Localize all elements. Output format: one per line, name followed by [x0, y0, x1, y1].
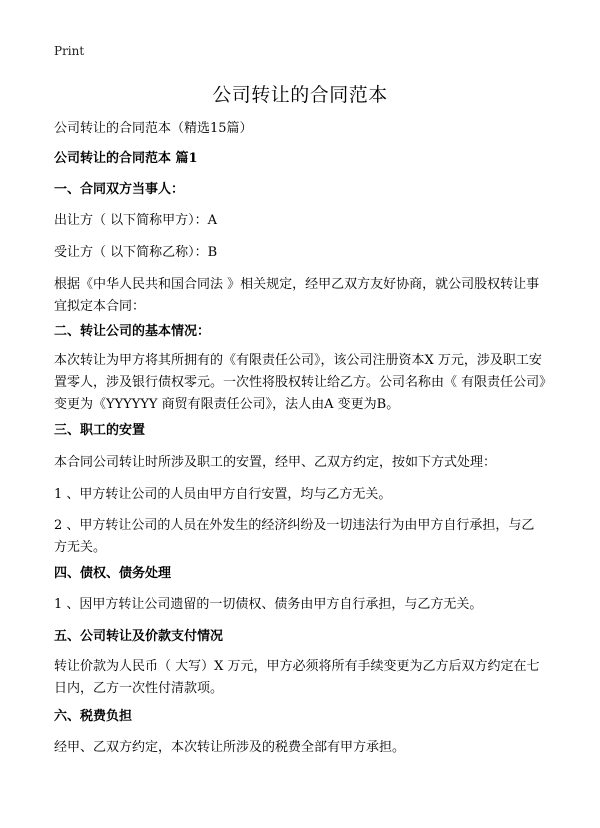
section-heading-company: 二、转让公司的基本情况：: [54, 324, 211, 339]
article-heading: 公司转让的合同范本 篇1: [54, 151, 198, 166]
staff-paragraph: 本合同公司转让时所涉及职工的安置，经甲、乙双方约定，按如下方式处理：: [54, 455, 497, 470]
staff-item-1: 1 、甲方转让公司的人员由甲方自行安置，均与乙方无关。: [54, 487, 392, 502]
intro-paragraph: 根据《中华人民共和国合同法 》相关规定，经甲乙双方友好协商，就公司股权转让事宜拟定本合同：: [54, 277, 540, 314]
section-heading-staff: 三、职工的安置: [54, 423, 146, 438]
section-heading-debts: 四、债权、债务处理: [54, 566, 172, 581]
payment-paragraph: 转让价款为人民币（ 大写）X 万元，甲方必须将所有手续变更为乙方后双方约定在七日内，乙方一次性付清款项。: [54, 659, 540, 696]
company-paragraph: 本次转让为甲方将其所拥有的《有限责任公司》，该公司注册资本X 万元，涉及职工安置零人，涉及银行债权零元。一次性将股权转让给乙方。公司名称由《 有限责任公司》变更为《YYYYYY 商贸有限责任公司》，法人由A 变更为B。: [54, 353, 546, 412]
section-heading-taxes: 六、税费负担: [54, 709, 133, 724]
party-b-line: 受让方（ 以下简称乙称）：B: [54, 245, 218, 260]
party-a-line: 出让方（ 以下简称甲方）：A: [54, 213, 218, 228]
section-heading-payment: 五、公司转让及价款支付情况: [54, 629, 224, 644]
page-title: 公司转让的合同范本: [212, 84, 388, 106]
document-subtitle: 公司转让的合同范本（精选15篇）: [54, 121, 253, 136]
print-link[interactable]: Print: [54, 44, 85, 58]
taxes-paragraph: 经甲、乙双方约定，本次转让所涉及的税费全部有甲方承担。: [54, 740, 406, 755]
staff-item-2: 2 、甲方转让公司的人员在外发生的经济纠纷及一切违法行为由甲方自行承担，与乙方无关。: [54, 518, 535, 555]
debts-item-1: 1 、因甲方转让公司遗留的一切债权、债务由甲方自行承担，与乙方无关。: [54, 597, 483, 612]
section-heading-parties: 一、合同双方当事人：: [54, 182, 185, 197]
